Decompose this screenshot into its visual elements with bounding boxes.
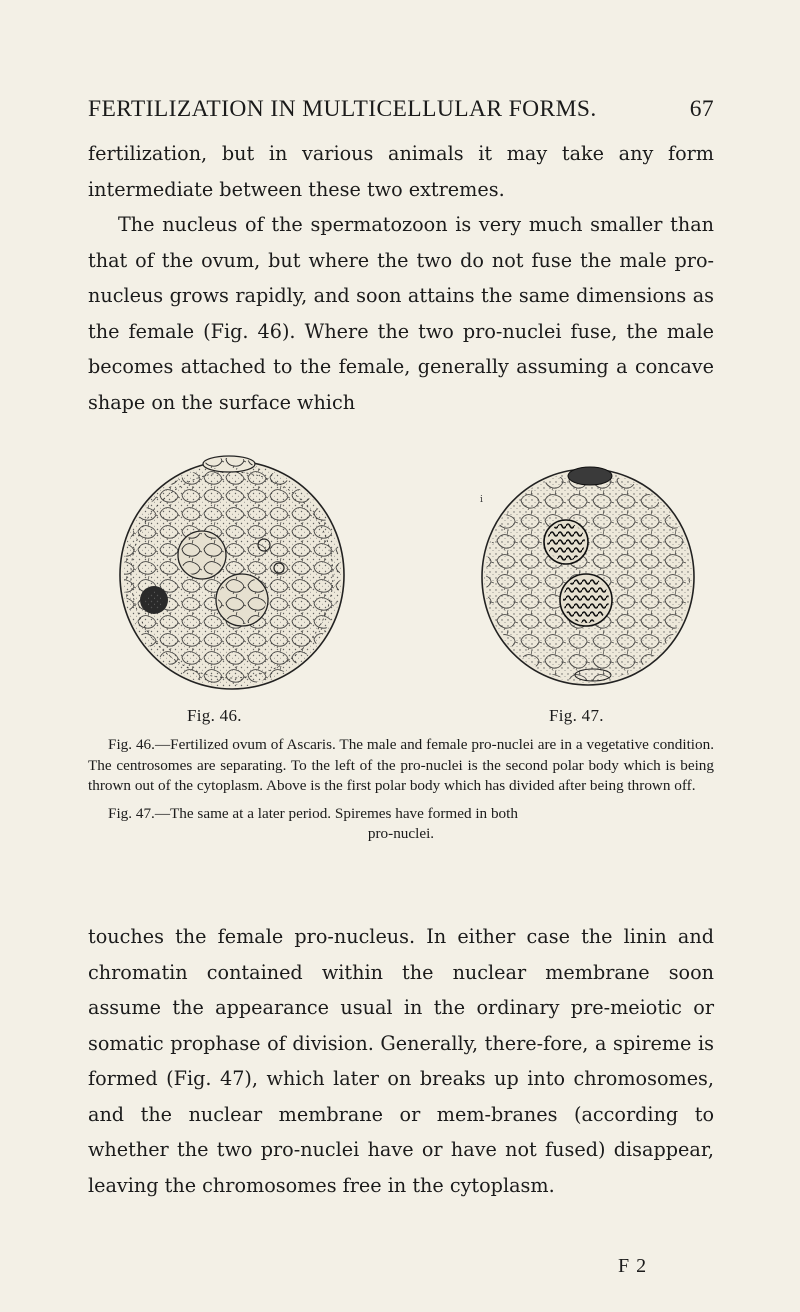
fig-47-polar-body — [568, 467, 612, 485]
fig-47-drawing — [470, 450, 702, 695]
paragraph-nucleus: The nucleus of the spermatozoon is very much smaller than that of the ovum, but where the two do not fuse the male pro-nucleus grows rapidly, and soon attains the same dimensions as the female (Fig. 46). Where the two pro-nuclei fuse, the male becomes attached to the female, generally assuming a concave shape on the surface which — [88, 213, 714, 414]
caption-fig-47-line1: Fig. 47.—The same at a later period. Spiremes have formed in both — [108, 804, 518, 822]
paragraph-continuation: fertilization, but in various animals it may take any form intermediate between these two extremes. — [88, 142, 714, 201]
fig-47-illustration — [470, 450, 702, 695]
body-text-bottom — [88, 919, 714, 1203]
fig-46-drawing — [114, 450, 349, 695]
figure-block — [112, 450, 702, 725]
caption-fig-47-line2: pro-nuclei. — [367, 825, 435, 842]
fig-46-illustration — [114, 450, 349, 695]
fig-47-label: Fig. 47. — [549, 706, 604, 725]
running-head-title: FERTILIZATION IN MULTICELLULAR FORMS. — [88, 96, 597, 122]
figure-captions — [88, 735, 714, 852]
fig-46-label: Fig. 46. — [187, 706, 242, 725]
signature-mark: F 2 — [618, 1255, 648, 1277]
body-text-top — [88, 136, 714, 420]
caption-fig-46: Fig. 46.—Fertilized ovum of Ascaris. The male and female pro-nuclei are in a vegetative condition. The centrosomes are separating. To the left of the pro-nuclei is the second polar body which is being thrown out of the cytoplasm. Above is the first polar body which has divided after being thrown off. — [88, 736, 714, 794]
svg-text:i: i — [480, 495, 483, 505]
running-head — [88, 96, 714, 123]
paragraph-spireme: touches the female pro-nucleus. In either case the linin and chromatin contained within the nuclear membrane soon assume the appearance usual in the ordinary pre-meiotic or somatic prophase of division. Generally, there-fore, a spireme is formed (Fig. 47), which later on breaks up into chromosomes, and the nuclear membrane or mem-branes (according to whether the two pro-nuclei have or have not fused) disappear, leaving the chromosomes free in the cytoplasm. — [88, 925, 714, 1197]
page-number: 67 — [689, 96, 714, 122]
